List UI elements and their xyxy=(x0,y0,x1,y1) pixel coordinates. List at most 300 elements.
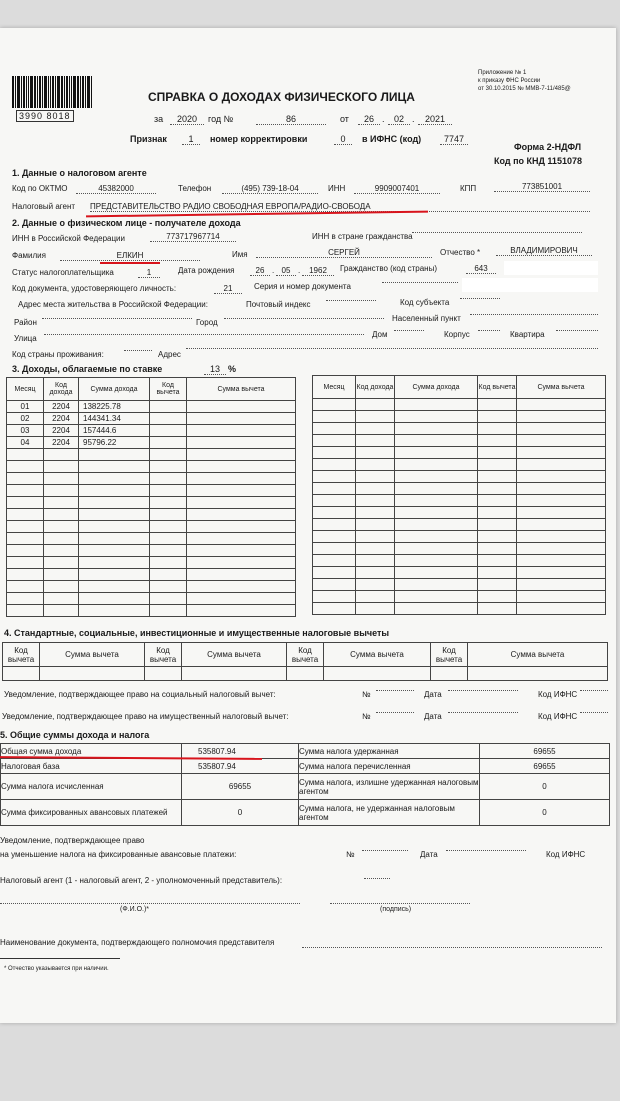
cell-ded_sum xyxy=(187,533,296,545)
sign-value: 1 xyxy=(182,134,200,145)
cell-sum xyxy=(395,495,478,507)
cell-ded_code xyxy=(150,593,187,605)
cell-ded_sum xyxy=(517,495,606,507)
cell-sum xyxy=(395,483,478,495)
ded-col-sum-1: Сумма вычета xyxy=(40,643,145,667)
ded-col-sum-2: Сумма вычета xyxy=(182,643,287,667)
cell-code xyxy=(44,509,79,521)
cell-month xyxy=(313,411,356,423)
table-row xyxy=(7,557,296,569)
cell-ded_code xyxy=(150,473,187,485)
cell-code xyxy=(356,435,395,447)
cell-ded_sum xyxy=(187,449,296,461)
phone-label: Телефон xyxy=(178,184,212,193)
ded-col-code-3: Код вычета xyxy=(287,643,324,667)
table-row xyxy=(313,447,606,459)
cell-month: 03 xyxy=(7,425,44,437)
cell-month xyxy=(7,593,44,605)
cell-ded_sum xyxy=(187,605,296,617)
appendix-line-1: Приложение № 1 xyxy=(478,70,527,76)
notice-property-date xyxy=(448,712,518,713)
cell-ded_code xyxy=(150,581,187,593)
table-row xyxy=(313,483,606,495)
cell-ded_code xyxy=(150,461,187,473)
cell-ded_sum xyxy=(517,603,606,615)
cell-ded_code xyxy=(478,447,517,459)
cell-code xyxy=(356,591,395,603)
ded-col-sum-3: Сумма вычета xyxy=(324,643,431,667)
cell-ded_sum xyxy=(517,435,606,447)
cell-code xyxy=(44,557,79,569)
table-row xyxy=(7,473,296,485)
birth-year: 1962 xyxy=(302,266,334,276)
cell-ded_sum xyxy=(517,507,606,519)
cell-ded_sum xyxy=(517,423,606,435)
cell-month xyxy=(7,497,44,509)
col-income-sum: Сумма дохода xyxy=(395,376,478,399)
cell-ded_sum xyxy=(187,521,296,533)
cell-ded_code xyxy=(478,555,517,567)
citizenship-value: 643 xyxy=(466,264,496,274)
cell-code xyxy=(44,461,79,473)
notice-social-ifns-label: Код ИФНС xyxy=(538,690,578,699)
ifns-label: в ИФНС (код) xyxy=(362,134,422,144)
cell-month xyxy=(313,471,356,483)
tax-transferred-value: 69655 xyxy=(480,759,610,774)
document-number: 86 xyxy=(256,114,326,125)
cell-ded_code xyxy=(150,449,187,461)
cell-code xyxy=(44,497,79,509)
cell-month xyxy=(7,449,44,461)
table-row xyxy=(313,567,606,579)
cell-ded_code xyxy=(478,471,517,483)
cell-sum xyxy=(395,459,478,471)
ifns-value: 7747 xyxy=(440,134,468,145)
zip-value xyxy=(326,300,376,301)
income-table-right xyxy=(312,375,606,615)
cell-month xyxy=(7,533,44,545)
cell-sum xyxy=(395,507,478,519)
kpp-value: 773851001 xyxy=(494,182,590,192)
cell-month xyxy=(7,485,44,497)
agent-inn-value: 9909007401 xyxy=(354,184,440,194)
surname-label: Фамилия xyxy=(12,251,46,260)
region-label: Код субъекта xyxy=(400,298,450,307)
country-value xyxy=(124,350,152,351)
status-label: Статус налогоплательщика xyxy=(12,268,114,277)
street-label: Улица xyxy=(14,334,37,343)
tax-calc-value: 69655 xyxy=(182,774,299,800)
cell-code xyxy=(356,447,395,459)
zip-label: Почтовый индекс xyxy=(246,300,311,309)
cell-ded_sum xyxy=(187,425,296,437)
cell-month xyxy=(313,423,356,435)
first-name-value: СЕРГЕЙ xyxy=(256,248,432,258)
cell-ded_sum xyxy=(517,579,606,591)
cell-sum xyxy=(395,471,478,483)
cell-sum: 157444.6 xyxy=(79,425,150,437)
table-row xyxy=(313,579,606,591)
cell-sum xyxy=(395,447,478,459)
table-row xyxy=(7,401,296,413)
table-row xyxy=(313,471,606,483)
cell-sum xyxy=(79,533,150,545)
col-deduction-code: Код вычета xyxy=(478,376,517,399)
cell-ded_sum xyxy=(517,519,606,531)
foreign-address-label: Адрес xyxy=(158,350,181,359)
year-value: 2020 xyxy=(170,114,204,125)
notice-property-no-label: № xyxy=(362,712,371,721)
cell-ded_sum xyxy=(517,543,606,555)
cell-month xyxy=(313,579,356,591)
col-deduction-sum: Сумма вычета xyxy=(517,376,606,399)
region-value xyxy=(460,298,500,299)
doc-name-line xyxy=(302,946,602,948)
col-income-code: Код дохода xyxy=(356,376,395,399)
table-row xyxy=(7,437,296,449)
cell-month xyxy=(7,581,44,593)
footer-date-value xyxy=(446,850,526,851)
cell-ded_sum xyxy=(517,567,606,579)
table-row xyxy=(7,425,296,437)
cell-ded_code xyxy=(150,509,187,521)
cell-sum xyxy=(79,497,150,509)
date-month: 02 xyxy=(388,114,410,125)
doc-series-label: Серия и номер документа xyxy=(254,282,351,291)
table-row xyxy=(7,413,296,425)
section-1-heading: 1. Данные о налоговом агенте xyxy=(12,168,147,178)
cell-sum xyxy=(79,473,150,485)
cell-sum xyxy=(395,591,478,603)
table-row xyxy=(7,497,296,509)
cell-sum xyxy=(395,423,478,435)
correction-value: 0 xyxy=(334,134,352,145)
cell-ded_sum xyxy=(187,413,296,425)
cell-ded_sum xyxy=(187,557,296,569)
footer-agent-type-value xyxy=(364,878,390,879)
cell-sum xyxy=(395,579,478,591)
section-4-heading: 4. Стандартные, социальные, инвестиционные и имущественные налоговые вычеты xyxy=(4,628,390,638)
cell-sum xyxy=(395,603,478,615)
table-row xyxy=(313,603,606,615)
cell-ded_code xyxy=(478,567,517,579)
col-income-code: Код дохода xyxy=(44,378,79,401)
cell-ded_sum xyxy=(517,555,606,567)
phone-value: (495) 739-18-04 xyxy=(222,184,318,194)
cell-code xyxy=(356,495,395,507)
cell-ded_sum xyxy=(517,531,606,543)
cell-code xyxy=(44,449,79,461)
notice-property-ifns xyxy=(580,712,608,713)
notice-social-no-label: № xyxy=(362,690,371,699)
rate-value: 13 xyxy=(204,364,226,375)
status-value: 1 xyxy=(138,268,160,278)
cell-sum: 138225.78 xyxy=(79,401,150,413)
address-label: Адрес места жительства в Российской Федерации: xyxy=(18,300,208,309)
cell-sum xyxy=(79,509,150,521)
cell-ded_code xyxy=(478,399,517,411)
cell-ded_code xyxy=(150,533,187,545)
table-row xyxy=(7,605,296,617)
cell-month xyxy=(313,483,356,495)
ded-col-code-4: Код вычета xyxy=(431,643,468,667)
cell-month xyxy=(7,557,44,569)
fixed-adv-label: Сумма фиксированных авансовых платежей xyxy=(1,800,182,826)
birth-day: 26 xyxy=(250,266,270,276)
cell-ded_code xyxy=(478,531,517,543)
cell-code xyxy=(356,531,395,543)
cell-code: 2204 xyxy=(44,425,79,437)
notice-social-ifns xyxy=(580,690,608,691)
cell-month xyxy=(313,399,356,411)
year-suffix: год № xyxy=(208,114,234,124)
cell-sum xyxy=(79,569,150,581)
footer-date-label: Дата xyxy=(420,850,438,859)
flat-value xyxy=(556,330,598,331)
cell-code xyxy=(356,507,395,519)
income-table-left xyxy=(6,377,296,617)
doc-code-label: Код документа, удостоверяющего личность: xyxy=(12,284,177,293)
redaction-box xyxy=(504,261,598,275)
house-value xyxy=(394,330,424,331)
table-row xyxy=(313,435,606,447)
table-row xyxy=(7,521,296,533)
building-label: Корпус xyxy=(444,330,470,339)
cell-ded_sum xyxy=(517,399,606,411)
table-row xyxy=(7,485,296,497)
cell-month: 01 xyxy=(7,401,44,413)
tax-withheld-label: Сумма налога удержанная xyxy=(299,744,480,759)
doc-series-value xyxy=(382,282,458,283)
cell-month xyxy=(313,591,356,603)
cell-ded_code xyxy=(478,591,517,603)
section-3-heading: 3. Доходы, облагаемые по ставке xyxy=(12,364,163,374)
table-row xyxy=(313,423,606,435)
cell-ded_sum xyxy=(517,459,606,471)
cell-ded_code xyxy=(150,605,187,617)
cell-month xyxy=(313,435,356,447)
house-label: Дом xyxy=(372,330,388,339)
cell-code xyxy=(44,545,79,557)
cell-ded_sum xyxy=(187,593,296,605)
table-row xyxy=(313,411,606,423)
cell-ded_sum xyxy=(187,461,296,473)
cell-ded_code xyxy=(150,437,187,449)
person-inn-value: 773717967714 xyxy=(150,232,236,242)
cell-sum xyxy=(79,581,150,593)
cell-sum xyxy=(79,461,150,473)
cell-code xyxy=(356,519,395,531)
cell-ded_code xyxy=(478,435,517,447)
document-title: СПРАВКА О ДОХОДАХ ФИЗИЧЕСКОГО ЛИЦА xyxy=(148,90,415,104)
cell-sum xyxy=(395,399,478,411)
locality-value xyxy=(470,314,598,315)
agent-inn-label: ИНН xyxy=(328,184,346,193)
cell-code xyxy=(44,569,79,581)
cell-code: 2204 xyxy=(44,413,79,425)
table-row xyxy=(7,581,296,593)
cell-code xyxy=(356,399,395,411)
table-row xyxy=(313,555,606,567)
cell-code xyxy=(356,411,395,423)
cell-code xyxy=(356,555,395,567)
cell-month xyxy=(313,459,356,471)
table-row xyxy=(7,533,296,545)
country-label: Код страны проживания: xyxy=(12,350,104,359)
cell-ded_code xyxy=(478,507,517,519)
cell-month xyxy=(313,519,356,531)
cell-ded_code xyxy=(150,557,187,569)
col-deduction-code: Код вычета xyxy=(150,378,187,401)
cell-ded_sum xyxy=(187,581,296,593)
cell-ded_sum xyxy=(187,473,296,485)
rate-suffix: % xyxy=(228,364,237,374)
notice-social-date xyxy=(448,690,518,691)
footer-doc-name: Наименование документа, подтверждающего полномочия представителя xyxy=(0,938,275,947)
section-2-heading: 2. Данные о физическом лице - получателе дохода xyxy=(12,218,241,228)
cell-month xyxy=(313,495,356,507)
district-value xyxy=(42,318,192,319)
cell-code xyxy=(44,485,79,497)
cell-month xyxy=(7,521,44,533)
table-row xyxy=(313,399,606,411)
col-month: Месяц xyxy=(313,376,356,399)
fio-caption: (Ф.И.О.)* xyxy=(120,906,150,913)
table-row xyxy=(7,593,296,605)
cell-ded_code xyxy=(150,521,187,533)
building-value xyxy=(478,330,500,331)
cell-sum xyxy=(395,411,478,423)
knd-code: Код по КНД 1151078 xyxy=(494,156,582,166)
cell-code xyxy=(356,567,395,579)
flat-label: Квартира xyxy=(510,330,545,339)
cell-ded_sum xyxy=(517,591,606,603)
cell-month: 02 xyxy=(7,413,44,425)
cell-sum: 144341.34 xyxy=(79,413,150,425)
tax-over-value: 0 xyxy=(480,774,610,800)
footer-notice-line-1: Уведомление, подтверждающее право xyxy=(0,836,145,845)
foreign-inn-value xyxy=(412,232,582,233)
cell-sum xyxy=(395,531,478,543)
form-name: Форма 2-НДФЛ xyxy=(514,142,582,152)
notice-property-date-label: Дата xyxy=(424,712,442,721)
tax-base-value: 535807.94 xyxy=(182,759,299,774)
doc-code-value: 21 xyxy=(214,284,242,294)
footer-ifns-label: Код ИФНС xyxy=(546,850,586,859)
tax-calc-label: Сумма налога исчисленная xyxy=(1,774,182,800)
table-row xyxy=(313,543,606,555)
cell-sum xyxy=(79,557,150,569)
city-value xyxy=(224,318,384,319)
year-prefix: за xyxy=(154,114,164,124)
birth-label: Дата рождения xyxy=(178,266,235,275)
cell-ded_sum xyxy=(517,471,606,483)
tax-over-label: Сумма налога, излишне удержанная налоговым агентом xyxy=(299,774,480,800)
cell-ded_code xyxy=(478,495,517,507)
cell-month xyxy=(7,545,44,557)
cell-ded_code xyxy=(150,425,187,437)
tax-transferred-label: Сумма налога перечисленная xyxy=(299,759,480,774)
appendix-line-3: от 30.10.2015 № ММВ-7-11/485@ xyxy=(478,86,571,92)
agent-name-value: ПРЕДСТАВИТЕЛЬСТВО РАДИО СВОБОДНАЯ ЕВРОПА/РАДИО-СВОБОДА xyxy=(90,202,590,212)
cell-ded_code xyxy=(478,519,517,531)
appendix-line-2: к приказу ФНС России xyxy=(478,78,541,84)
cell-ded_code xyxy=(150,569,187,581)
cell-code xyxy=(44,581,79,593)
cell-sum: 95796.22 xyxy=(79,437,150,449)
person-inn-label: ИНН в Российской Федерации xyxy=(12,234,125,243)
surname-value: ЕЛКИН xyxy=(60,251,200,261)
section-5-heading: 5. Общие суммы дохода и налога xyxy=(0,730,150,740)
red-underline-surname xyxy=(100,262,160,264)
cell-sum xyxy=(395,519,478,531)
cell-ded_code xyxy=(150,497,187,509)
cell-sum xyxy=(395,543,478,555)
cell-ded_code xyxy=(150,545,187,557)
footer-no-label: № xyxy=(346,850,355,859)
total-income-value: 535807.94 xyxy=(182,744,299,759)
cell-code xyxy=(44,521,79,533)
cell-code xyxy=(356,471,395,483)
ded-col-code-2: Код вычета xyxy=(145,643,182,667)
cell-ded_code xyxy=(478,579,517,591)
cell-code xyxy=(356,423,395,435)
cell-sum xyxy=(79,449,150,461)
tax-withheld-value: 69655 xyxy=(480,744,610,759)
sign-label: Признак xyxy=(130,134,167,144)
cell-code xyxy=(356,579,395,591)
cell-month xyxy=(7,509,44,521)
ded-col-sum-4: Сумма вычета xyxy=(468,643,608,667)
ded-col-code-1: Код вычета xyxy=(3,643,40,667)
table-row xyxy=(7,569,296,581)
table-row xyxy=(313,459,606,471)
cell-sum xyxy=(79,521,150,533)
cell-month xyxy=(313,531,356,543)
cell-ded_sum xyxy=(517,447,606,459)
fio-line xyxy=(0,902,300,904)
cell-ded_code xyxy=(150,413,187,425)
notice-social: Уведомление, подтверждающее право на социальный налоговый вычет: xyxy=(4,690,276,699)
fixed-adv-value: 0 xyxy=(182,800,299,826)
cell-month: 04 xyxy=(7,437,44,449)
document-page: 3990 8018 СПРАВКА О ДОХОДАХ ФИЗИЧЕСКОГО ЛИЦА Приложение № 1 к приказу ФНС России от 30.10.2015 № ММВ-7-11/485@ за 2020 год № 86 от 26 . 02 . 2021 Признак 1 номер корректировки 0 в ИФНС (код) 7747 Форма 2-НДФЛ Код по КНД 1151078 1. Данные о налоговом агенте Код по ОКТМО 45382000 Телефон (495) 739-18-04 ИНН 9909007401 КПП 773851001 Налоговый агент ПРЕДСТАВИТЕЛЬСТВО РАДИО СВОБОДНАЯ ЕВРОПА/РАДИО-СВОБОДА 2. Данные о физическом лице - получателе дохода ИНН в Российской Федерации 773717967714 ИНН в стране гражданства Фамилия ЕЛКИН Имя СЕРГЕЙ Отчество * ВЛАДИМИРОВИЧ Статус налогоплательщика 1 Дата рождения 26 . 05 . 1962 Гражданство (код страны) 643 Код документа, удостоверяющего личность: 21 Серия и номер документа Адрес места жительства в Российской Федерации: Почтовый индекс Код субъекта Район Город Населенный пункт Улица Дом Корпус Квартира Код страны проживания: Адрес 3. Доходы, облагаемые по ставке 13 % Месяц Код дохода Сумма дохода Код вычета Сумма вычета 01 2204 138225.78 02 2204 144341.34 03 2204 157444.6 04 2204 95796.22 Месяц Код дохода Сумма дохода Код вычета Сумма вычета 4. Стандартные, социальные, инвестиционные и имущественные налоговые вычеты Код вычета Сумма вычета Код вычета Сумма вычета Код вычета Сумма вычета Код вычета Сумма вычета Уведомление, подтверждающее право на социальный налоговый вычет: № Дата Код ИФНС Уведомление, подтверждающее право на имущественный налоговый вычет: № Дата Код ИФНС 5. Общие суммы дохода и налога Общая сумма дохода 535807.94 Сумма налога удержанная 69655 Налоговая база 535807.94 Сумма налога перечисленная 69655 Сумма налога исчисленная 69655 Сумма налога, излишне удержанная налоговым агентом 0 Сумма фиксированных авансовых платежей 0 Сумма налога, не удержанная налоговым агентом 0 Уведомление, подтверждающее право на уменьшение налога на фиксированные авансовые платежи: № Дата Код ИФНС Налоговый агент (1 - налоговый агент, 2 - уполномоченный представитель): (Ф.И.О.)* (подпись) Наименование документа, подтверждающего полномочия представителя * Отчество указывается при наличии. xyxy=(0,28,616,1023)
cell-code xyxy=(44,473,79,485)
table-row xyxy=(313,495,606,507)
cell-month xyxy=(313,447,356,459)
cell-month xyxy=(7,605,44,617)
footer-no-value xyxy=(362,850,408,851)
notice-property-no xyxy=(376,712,414,713)
table-row xyxy=(7,509,296,521)
cell-ded_sum xyxy=(187,545,296,557)
barcode xyxy=(12,76,93,108)
locality-label: Населенный пункт xyxy=(392,314,461,323)
col-income-sum: Сумма дохода xyxy=(79,378,150,401)
cell-ded_sum xyxy=(517,411,606,423)
table-row xyxy=(7,461,296,473)
cell-ded_code xyxy=(150,401,187,413)
cell-ded_sum xyxy=(517,483,606,495)
deductions-table xyxy=(2,642,608,681)
cell-month xyxy=(313,567,356,579)
cell-ded_code xyxy=(478,411,517,423)
cell-ded_sum xyxy=(187,485,296,497)
cell-ded_code xyxy=(478,483,517,495)
tax-not-label: Сумма налога, не удержанная налоговым агентом xyxy=(299,800,480,826)
cell-month xyxy=(313,555,356,567)
cell-ded_code xyxy=(478,603,517,615)
